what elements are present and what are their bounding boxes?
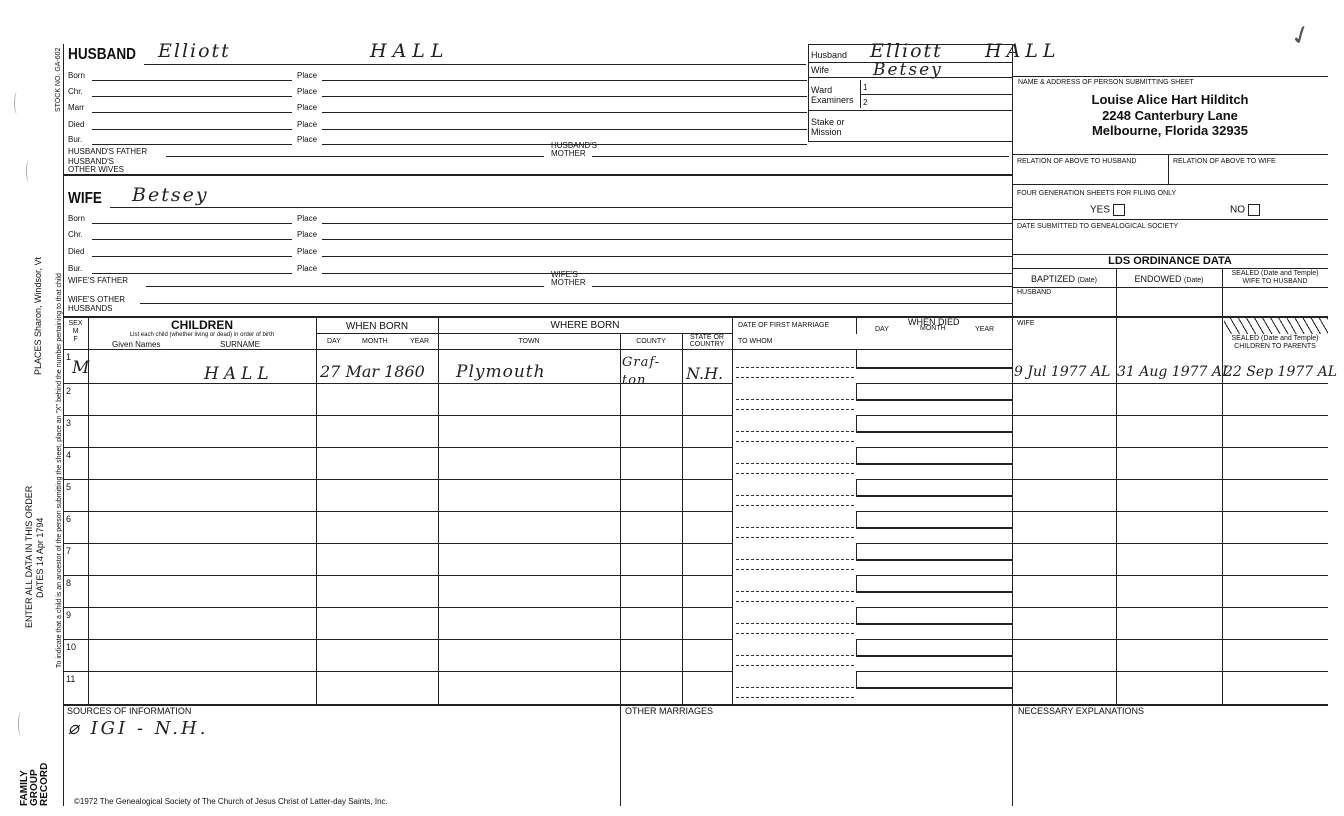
sources-value: ⌀ IGI - N.H. — [68, 718, 209, 739]
wife-bur-label: Bur. — [68, 264, 83, 273]
right-husband-name: Elliott — [870, 40, 943, 62]
town-header: TOWN — [518, 338, 540, 345]
child-9-number: 9 — [66, 610, 72, 620]
copyright: ©1972 The Genealogical Society of The Church of Jesus Christ of Latter-day Saints, Inc. — [74, 797, 388, 806]
sex-header: SEX M F — [68, 320, 83, 343]
given-names-header: Given Names — [112, 340, 161, 349]
where-born-header: WHERE BORN — [550, 320, 620, 331]
no-option[interactable]: NO — [1230, 204, 1260, 216]
wife-born-label: Born — [68, 214, 85, 223]
right-wife-label: Wife — [811, 65, 829, 75]
wifes-father-label: WIFE'S FATHER — [68, 276, 129, 285]
ward-label: Ward — [811, 85, 833, 95]
wife-bur-place-label: Place — [297, 264, 318, 273]
child-1-county: Graf-ton — [622, 355, 661, 388]
state-header: STATE OR COUNTRY — [689, 334, 725, 348]
husbands-other-wives-label: HUSBAND'S OTHER WIVES — [68, 157, 125, 174]
husband-bur-place-label: Place — [297, 135, 318, 144]
died-day-header: DAY — [875, 326, 889, 333]
hatched-area — [1224, 318, 1328, 334]
children-header: CHILDREN — [171, 318, 233, 332]
child-1-state: N.H. — [686, 364, 724, 383]
baptized-header: BAPTIZED (Date) — [1031, 274, 1097, 284]
enter-data-note: ENTER ALL DATA IN THIS ORDER — [24, 485, 34, 628]
relation-wife-label: RELATION OF ABOVE TO WIFE — [1173, 158, 1276, 165]
wifes-other-husbands-label: WIFE'S OTHER HUSBANDS — [68, 295, 126, 313]
born-month-header: MONTH — [362, 338, 388, 345]
child-1-endowed: 31 Aug 1977 AL — [1117, 364, 1232, 380]
child-8-number: 8 — [66, 578, 72, 588]
wife-died-label: Died — [68, 247, 85, 256]
child-4-number: 4 — [66, 450, 72, 460]
submitter-name: Louise Alice Hart Hilditch — [1091, 92, 1249, 107]
died-year-header: YEAR — [975, 326, 995, 333]
lds-husband-label: HUSBAND — [1017, 289, 1052, 296]
wife-title: WIFE — [68, 190, 102, 207]
examiners-label: Examiners — [811, 95, 854, 105]
submitter-street: 2248 Canterbury Lane — [1102, 108, 1238, 123]
husband-marr-place-label: Place — [297, 103, 318, 112]
wife-born-place-label: Place — [297, 214, 318, 223]
left-border — [63, 44, 64, 806]
husband-given-name: Elliott — [158, 40, 231, 62]
child-1-town: Plymouth — [456, 362, 546, 382]
child-1-number: 1 — [66, 352, 72, 362]
husband-died-label: Died — [68, 120, 85, 129]
surname-header: SURNAME — [220, 340, 261, 349]
yes-checkbox[interactable] — [1113, 204, 1125, 216]
child-1-baptized: 9 Jul 1977 AL — [1014, 364, 1111, 380]
sources-label: SOURCES OF INFORMATION — [67, 706, 192, 716]
date-submitted-label: DATE SUBMITTED TO GENEALOGICAL SOCIETY — [1017, 223, 1179, 230]
submitter-label: NAME & ADDRESS OF PERSON SUBMITTING SHEET — [1018, 79, 1194, 86]
wifes-mother-label: WIFE'S MOTHER — [551, 270, 586, 287]
examiner-2: 2 — [863, 98, 868, 107]
margin-mark — [14, 92, 20, 114]
child-3-number: 3 — [66, 418, 72, 428]
child-5-number: 5 — [66, 482, 72, 492]
husband-born-place-label: Place — [297, 71, 318, 80]
child-11-number: 11 — [66, 674, 76, 684]
husband-surname: HALL — [370, 40, 450, 62]
child-10-number: 10 — [66, 642, 77, 652]
right-wife-name: Betsey — [873, 60, 943, 80]
lds-wife-label: WIFE — [1017, 320, 1035, 327]
child-2-number: 2 — [66, 386, 72, 396]
margin-mark — [18, 712, 24, 736]
husbands-father-label: HUSBAND'S FATHER — [68, 147, 148, 156]
child-7-number: 7 — [66, 546, 72, 556]
examiner-1: 1 — [863, 83, 868, 92]
endowed-header: ENDOWED (Date) — [1134, 274, 1204, 284]
ancestor-note: To indicate that a child is an ancestor of the person submitting the sheet, place an "X" behind the number pertaining to that child — [56, 273, 63, 668]
wife-died-place-label: Place — [297, 247, 318, 256]
necessary-explanations-label: NECESSARY EXPLANATIONS — [1018, 706, 1145, 716]
submitter-city: Melbourne, Florida 32935 — [1091, 123, 1249, 138]
right-husband-label: Husband — [811, 50, 848, 60]
no-checkbox[interactable] — [1248, 204, 1260, 216]
stake-mission-label: Stake or Mission — [811, 117, 845, 137]
born-year-header: YEAR — [410, 338, 430, 345]
wife-given-name: Betsey — [132, 184, 209, 206]
sealed-wife-header: SEALED (Date and Temple) WIFE TO HUSBAND — [1231, 270, 1319, 285]
relation-husband-label: RELATION OF ABOVE TO HUSBAND — [1017, 158, 1137, 165]
died-month-header: MONTH — [920, 325, 946, 332]
dates-note: DATES 14 Apr 1794 — [35, 517, 45, 598]
husband-chr-place-label: Place — [297, 87, 318, 96]
margin-mark — [26, 160, 32, 182]
yes-option[interactable]: YES — [1090, 204, 1125, 216]
husband-bur-label: Bur. — [68, 135, 83, 144]
husband-died-place-label: Place — [297, 120, 318, 129]
when-died-header: WHEN DIED — [908, 317, 960, 327]
when-born-header: WHEN BORN — [345, 321, 409, 332]
places-note: PLACES Sharon, Windsor, Vt — [33, 256, 43, 375]
form-title: FAMILY GROUP RECORD — [19, 762, 50, 806]
child-1-sex: M — [72, 358, 92, 378]
wife-chr-place-label: Place — [297, 230, 318, 239]
right-panel-border — [1012, 44, 1013, 806]
husband-title: HUSBAND — [68, 46, 136, 63]
child-1-sealed: 22 Sep 1977 AL — [1224, 364, 1338, 380]
husband-marr-label: Marr — [68, 103, 85, 112]
lds-title: LDS ORDINANCE DATA — [1108, 255, 1232, 267]
other-marriages-label: OTHER MARRIAGES — [625, 706, 714, 716]
check-mark-icon: ✓ — [1285, 17, 1317, 53]
first-marriage-header: DATE OF FIRST MARRIAGE — [738, 322, 830, 329]
children-list-note: List each child (whether living or dead) in order of birth — [129, 332, 275, 338]
child-1-surname: HALL — [204, 364, 274, 384]
husbands-mother-label: HUSBAND'S MOTHER — [551, 141, 597, 158]
sealed-children-header: SEALED (Date and Temple) CHILDREN TO PARENTS — [1231, 335, 1319, 350]
husband-chr-label: Chr. — [68, 87, 83, 96]
born-day-header: DAY — [327, 338, 341, 345]
wife-chr-label: Chr. — [68, 230, 83, 239]
right-husband-surname: HALL — [985, 40, 1061, 62]
child-1-born: 27 Mar 1860 — [320, 362, 425, 381]
husband-born-label: Born — [68, 71, 85, 80]
four-generation-label: FOUR GENERATION SHEETS FOR FILING ONLY — [1017, 190, 1177, 197]
child-6-number: 6 — [66, 514, 72, 524]
stock-number: STOCK NO. GA-602 — [55, 47, 62, 112]
county-header: COUNTY — [636, 338, 666, 345]
to-whom-header: TO WHOM — [738, 338, 773, 345]
